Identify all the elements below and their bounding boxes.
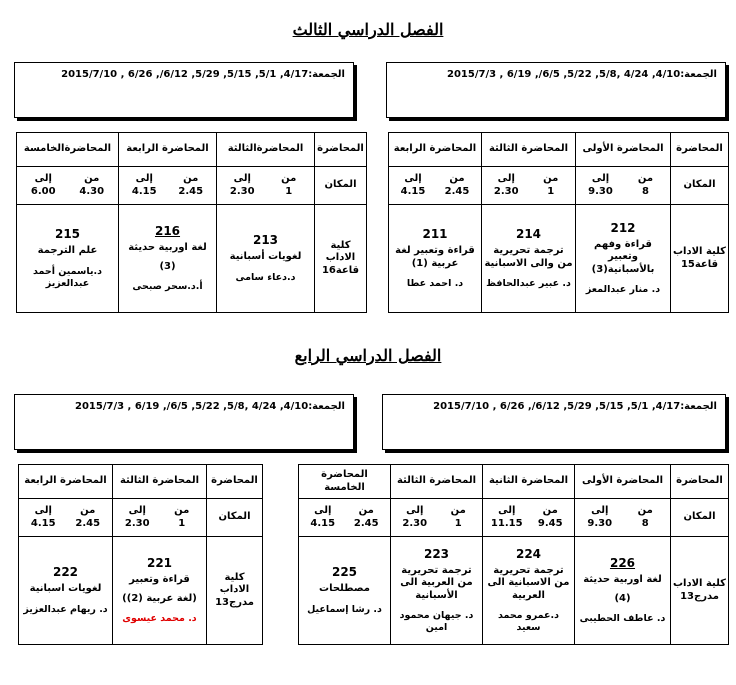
lecture-header: المحاضرة	[315, 133, 367, 167]
course-name: قراءة وتعبير	[129, 574, 190, 586]
lecture-col-header: المحاضرة الخامسة	[299, 465, 391, 499]
time-cell: من إلى 1 2.30	[113, 499, 207, 537]
course-name: ترجمة تحريرية من الاسبانية الى العربية	[487, 564, 570, 601]
sem4-right-dates-box	[382, 394, 726, 450]
course-cell	[113, 537, 207, 645]
course-name: قراءة وفهم وتعبير بالأسبانية(3)	[591, 238, 655, 275]
sem3-left-schedule-table	[16, 132, 367, 313]
course-cell	[391, 537, 483, 645]
course-code: 214	[515, 227, 542, 242]
course-name: قراءة وتعبير لغة عربية (1)	[395, 245, 475, 269]
sem3-right-dates-box	[386, 62, 726, 118]
course-code: 221	[146, 556, 173, 571]
lecture-col-header: المحاضرةالخامسة	[17, 133, 119, 167]
professor-name: د. منار عبدالمعز	[585, 284, 661, 296]
lecture-header: المحاضرة	[671, 465, 729, 499]
professor-name: د.ياسمين أحمد عبدالعزيز	[32, 265, 103, 289]
course-code: 211	[422, 227, 448, 242]
time-cell: من إلى 2.45 4.15	[389, 167, 482, 205]
dates-text: الجمعة:4/17, 5/1, 5/15, 5/29, 6/12/, 6/26 , 2015/7/10	[433, 401, 717, 412]
course-code: 223	[423, 546, 450, 561]
course-cell	[389, 205, 482, 313]
sem3-right-schedule-table	[388, 132, 729, 313]
course-name: علم الترجمة	[37, 245, 98, 257]
professor-name: د. رشا إسماعيل	[307, 603, 382, 615]
time-cell: من إلى 2.45 4.15	[299, 499, 391, 537]
lecture-col-header: المحاضرة الأولى	[575, 465, 671, 499]
dates-text: الجمعة:4/10, 4/24 ,5/8, 5/22, 6/5/, 6/19 , 2015/7/3	[75, 401, 345, 412]
course-level: (لغة عربية (2))	[122, 592, 197, 604]
place-cell: كلية الاداب قاعة15	[671, 205, 729, 313]
time-cell: من إلى 2.45 4.15	[19, 499, 113, 537]
course-name: ترجمة تحريرية من والى الاسبانية	[484, 245, 573, 269]
lecture-col-header: المحاضرةالثالثة	[217, 133, 315, 167]
lecture-col-header: المحاضرة الثانية	[483, 465, 575, 499]
sem4-left-schedule-table	[18, 464, 263, 645]
sem4-right-schedule-table	[298, 464, 729, 645]
lecture-col-header: المحاضرة الثالثة	[113, 465, 207, 499]
professor-name: د. محمد عيسوى	[122, 613, 197, 625]
course-name: لغة اوربية حديثة	[583, 574, 662, 586]
course-name: لغويات اسبانية	[29, 583, 102, 595]
time-cell: من إلى 1 2.30	[217, 167, 315, 205]
professor-name: د.عمرو محمد سعيد	[497, 610, 560, 634]
course-name: مصطلحات	[319, 583, 370, 595]
dates-text: الجمعة:4/10, 4/24 ,5/8, 5/22, 6/5/, 6/19 , 2015/7/3	[447, 69, 717, 80]
course-cell	[576, 205, 671, 313]
professor-name: د.دعاء سامى	[235, 271, 296, 283]
course-name: لغة اوربية حديثة	[128, 242, 207, 254]
time-cell: من إلى 1 2.30	[482, 167, 576, 205]
time-cell: من إلى 8 9.30	[576, 167, 671, 205]
professor-name: د. جيهان محمود امين	[399, 610, 474, 634]
course-cell	[217, 205, 315, 313]
lecture-col-header: المحاضرة الرابعة	[389, 133, 482, 167]
course-cell	[483, 537, 575, 645]
course-name: لغويات أسبانية	[229, 251, 302, 263]
professor-name: د. عبير عبدالحافظ	[486, 278, 571, 290]
dates-text: الجمعة:4/17, 5/1, 5/15, 5/29, 6/12/, 6/26 , 2015/7/10	[61, 69, 345, 80]
course-cell	[575, 537, 671, 645]
sem4-left-dates-box	[14, 394, 354, 450]
course-code: 224	[515, 546, 542, 561]
lecture-col-header: المحاضرة الثالثة	[391, 465, 483, 499]
professor-name: أ.د.سحر صبحى	[132, 281, 203, 293]
course-code: 225	[331, 565, 358, 580]
lecture-col-header: المحاضرة الأولى	[576, 133, 671, 167]
professor-name: د. ريهام عبدالعزيز	[23, 603, 108, 615]
course-code: 226	[609, 556, 636, 571]
semester-4-title: الفصل الدراسي الرابع	[294, 346, 442, 365]
lecture-col-header: المحاضرة الرابعة	[19, 465, 113, 499]
course-level: (3)	[159, 260, 176, 272]
course-cell	[17, 205, 119, 313]
sem3-left-dates-box	[14, 62, 354, 118]
time-cell: من إلى 8 9.30	[575, 499, 671, 537]
course-code: 213	[252, 233, 279, 248]
professor-name: د. احمد عطا	[406, 278, 464, 290]
lecture-col-header: المحاضرة الثالثة	[482, 133, 576, 167]
time-cell: من إلى 4.30 6.00	[17, 167, 119, 205]
place-header: المكان	[671, 499, 729, 537]
course-code: 215	[54, 227, 81, 242]
time-cell: من إلى 9.45 11.15	[483, 499, 575, 537]
course-code: 222	[52, 565, 79, 580]
course-cell	[119, 205, 217, 313]
place-header: المكان	[315, 167, 367, 205]
course-name: ترجمة تحريرية من العربية الى الأسبانية	[400, 564, 473, 601]
lecture-header: المحاضرة	[207, 465, 263, 499]
professor-name: د. عاطف الحطيبى	[579, 613, 666, 625]
semester-3-title: الفصل الدراسي الثالث	[292, 20, 444, 39]
place-cell: كلية الاداب قاعة16	[315, 205, 367, 313]
time-cell: من إلى 2.45 4.15	[119, 167, 217, 205]
place-cell: كلية الاداب مدرج13	[207, 537, 263, 645]
course-code: 216	[154, 224, 181, 239]
course-code: 212	[610, 220, 636, 235]
lecture-col-header: المحاضرة الرابعة	[119, 133, 217, 167]
time-cell: من إلى 1 2.30	[391, 499, 483, 537]
place-header: المكان	[671, 167, 729, 205]
course-cell	[482, 205, 576, 313]
course-cell	[19, 537, 113, 645]
course-level: (4)	[614, 592, 631, 604]
lecture-header: المحاضرة	[671, 133, 729, 167]
course-cell	[299, 537, 391, 645]
place-header: المكان	[207, 499, 263, 537]
place-cell: كلية الاداب مدرج13	[671, 537, 729, 645]
